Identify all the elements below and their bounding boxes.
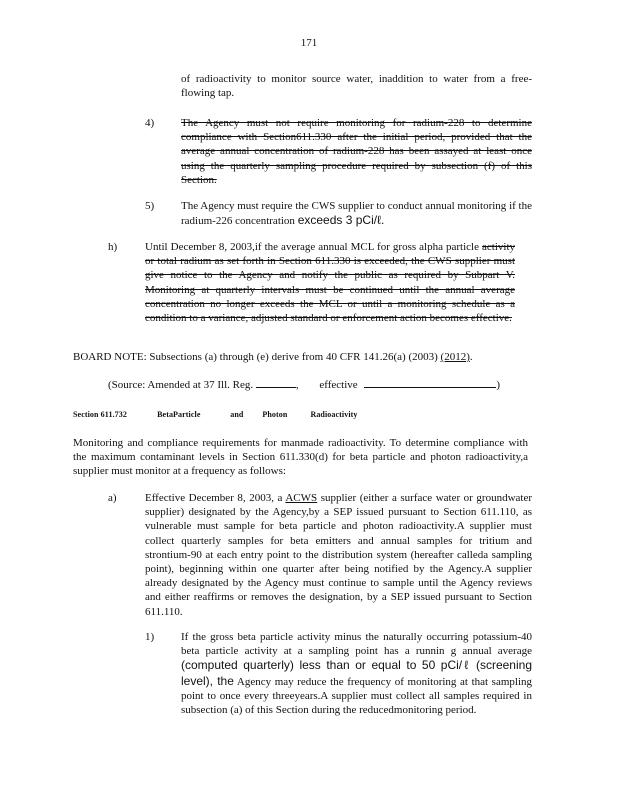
board-note-text: BOARD NOTE: Subsections (a) through (e) derive from 40 CFR 141.26(a) (2003) <box>73 351 438 363</box>
item-a-acws: ACWS <box>285 492 318 504</box>
item-h-label: h) <box>108 241 118 253</box>
item-a-text <box>145 491 532 619</box>
item-4-struck-text: The Agency must not require monitoring for radium-228 to determine compliance with Section611.330 after the initial period, provided that the average annual concentration of radium-228 has been assayed at least once using the quarterly sampling procedure required by subsection (f) of this Section. <box>181 117 532 186</box>
item-a1-text-2: Agency may reduce the frequency of monitoring at that sampling point to once every threeyears.A supplier must collect all samples required in subsection (a) of this Section during the reducedmonitoring period. <box>181 675 532 717</box>
section-number: Section 611.732 <box>73 410 127 419</box>
item-h-plain: Until December 8, 2003,if the average annual MCL for gross alpha particle <box>145 241 479 253</box>
board-note-end: . <box>469 351 473 363</box>
item-5-text-b: exceeds 3 pCi/ℓ. <box>297 213 385 228</box>
item-5-label: 5) <box>145 200 155 212</box>
item-a-label: a) <box>108 492 117 504</box>
item-a-text-2: supplier (either a surface water or groundwater supplier) designated by the Agency,by a SEP issued pursuant to Section 611.110, as vulnerable must sample for beta particle and photon radioactivity.A supplier must collect quarterly samples for beta emitters and annual samples for tritium and strontium-90 at each entry point to the distribution system (hereafter calleda sampling point), beginning within one quarter after being notified by the Agency.A supplier already designated by the Agency must continue to sample until the Agency reviews and either reaffirms or removes the designation, by a SEP issued pursuant to Section 611.110. <box>145 492 532 618</box>
item-5-text <box>181 199 532 228</box>
section-title-1: BetaParticle <box>157 410 201 419</box>
item-4-label: 4) <box>145 117 155 129</box>
continuation-text: of radioactivity to monitor source water, inaddition to water from a free-flowing tap. <box>181 73 532 100</box>
register-page-blank <box>256 377 296 388</box>
effective-date-blank <box>364 377 496 388</box>
item-a1-text-big: (computed quarterly) less than or equal to 50 pCi/ℓ (screening level), the <box>181 658 532 688</box>
item-a1-text <box>181 630 532 717</box>
section-title-2: and <box>230 410 244 419</box>
board-note <box>73 350 593 364</box>
source-effective: effective <box>319 379 358 391</box>
item-a1-label: 1) <box>145 631 155 643</box>
section-heading <box>73 408 358 422</box>
item-h-struck: activity or total radium as set forth in Section 611.330 is exceeded, the CWS supplier must give notice to the Agency and notify the public as required by Subpart V. Monitoring at quarterly intervals must be continued until the annual average concentration no longer exceeds the MCL or until a monitoring schedule as a condition to a variance, adjusted standard or enforcement action becomes effective. <box>145 241 516 325</box>
section-title-3: Photon <box>262 410 288 419</box>
item-h-text <box>145 240 515 325</box>
item-a-text-1: Effective December 8, 2003, a <box>145 492 283 504</box>
board-note-underlined: (2012) <box>440 351 470 363</box>
item-a1-text-1: If the gross beta particle activity minus the naturally occurring potassium-40 beta particle activity at a sampling point has a runnin g annual average <box>181 631 532 658</box>
source-prefix: (Source: Amended at 37 Ill. Reg. <box>108 379 254 391</box>
item-5-text-a: The Agency must require the CWS supplier to conduct annual monitoring if the radium-226 concentration <box>181 200 532 228</box>
page-number: 171 <box>300 37 318 49</box>
intro-paragraph: Monitoring and compliance requirements for manmade radioactivity. To determine compliance with the maximum contaminant levels in Section 611.330(d) for beta particle and photon radioactivity,a supplier must monitor at a frequency as follows: <box>73 437 528 478</box>
section-title-4: Radioactivity <box>310 410 358 419</box>
source-end: ) <box>496 379 501 391</box>
source-line: (Source: Amended at 37 Ill. Reg. , effective ) <box>108 379 501 391</box>
